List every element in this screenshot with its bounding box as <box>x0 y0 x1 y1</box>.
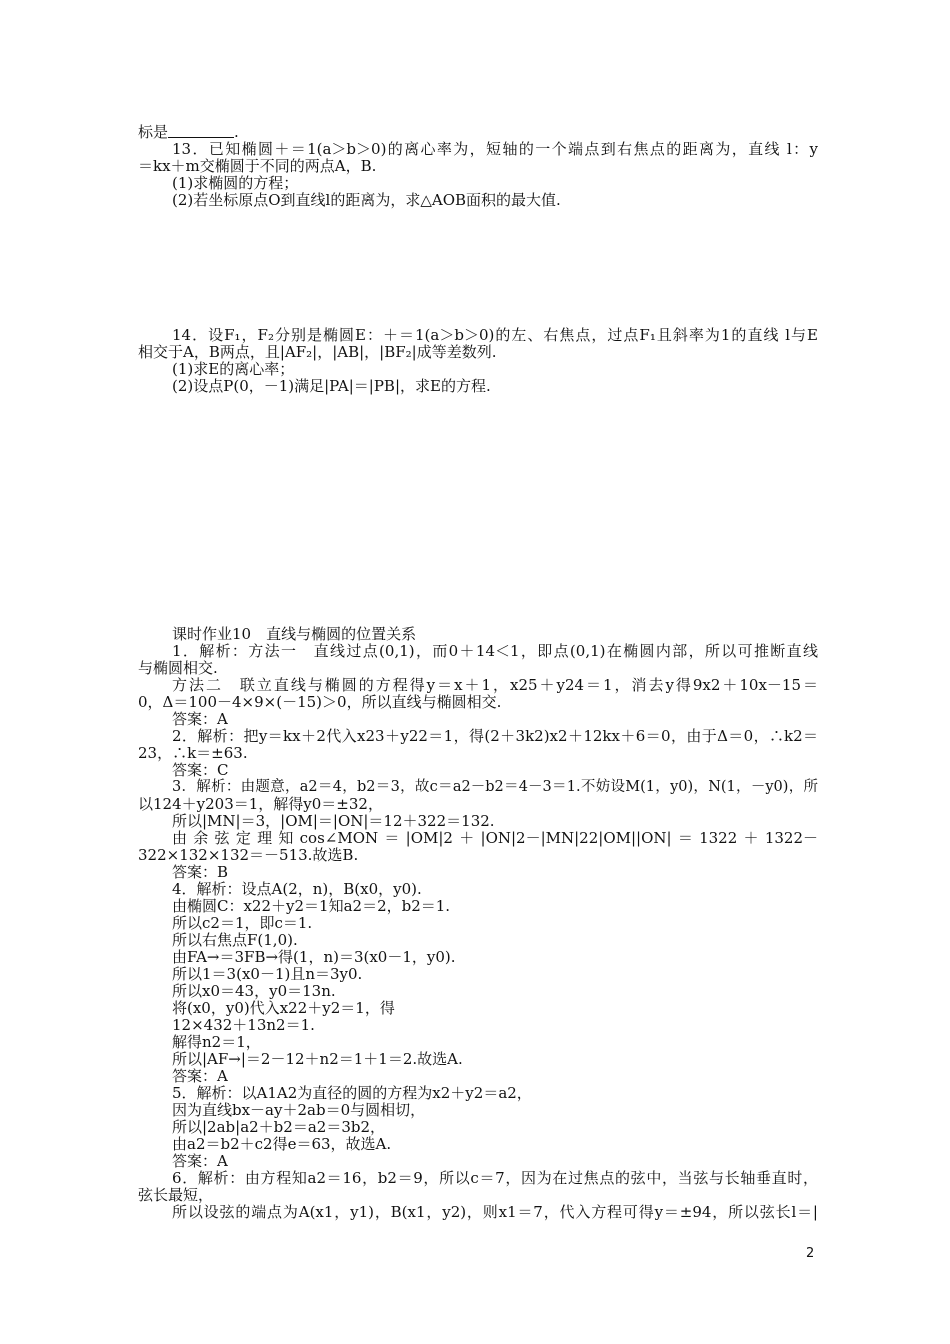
answer-line: 3．解析：由题意，a2＝4，b2＝3，故c＝a2－b2＝4－3＝1.不妨设M(1，y0)，N(1，－y0)，所 <box>172 779 818 795</box>
answer-line: 方法二 联立直线与椭圆的方程得y＝x＋1，x25＋y24＝1，消去y得9x2＋10x－15＝ <box>172 676 818 694</box>
page-number: 2 <box>806 1246 815 1261</box>
answer-line: 所以x0＝43，y0＝13n. <box>172 982 336 1000</box>
answer-line: 4．解析：设点A(2，n)，B(x0，y0). <box>172 880 422 898</box>
blank <box>168 124 198 138</box>
answer-line: 所以1＝3(x0－1)且n＝3y0. <box>172 965 363 983</box>
answer-line: 12×432＋13n2＝1. <box>172 1016 315 1034</box>
answer-line: 答案：A <box>172 710 228 728</box>
answer-line: 与椭圆相交. <box>138 659 218 677</box>
answer-line: 由FA→＝3FB→得(1，n)＝3(x0－1，y0). <box>172 948 456 966</box>
q13-line-1: 13．已知椭圆＋＝1(a＞b＞0)的离心率为，短轴的一个端点到右焦点的距离为，直线 l：y <box>172 140 818 158</box>
answer-line: 因为直线bx－ay＋2ab＝0与圆相切， <box>172 1101 426 1119</box>
answer-line: 解得n2＝1， <box>172 1033 261 1051</box>
answer-line: 答案：B <box>172 863 229 881</box>
answer-line: 答案：A <box>172 1152 228 1170</box>
blank <box>198 124 234 138</box>
q12-tail: 标是 . <box>138 123 239 141</box>
answer-line: 6．解析：由方程知a2＝16，b2＝9，所以c＝7，因为在过焦点的弦中，当弦与长轴垂直时， <box>172 1169 818 1187</box>
answer-line: 答案：C <box>172 761 229 779</box>
answer-line: 弦长最短， <box>138 1186 214 1204</box>
q14-part-2: (2)设点P(0，－1)满足|PA|＝|PB|，求E的方程. <box>172 377 491 395</box>
answer-line: 2．解析：把y＝kx＋2代入x23＋y22＝1，得(2＋3k2)x2＋12kx＋6＝0，由于Δ＝0，∴k2＝ <box>172 727 818 745</box>
answer-line: 所以|AF→|＝2－12＋n2＝1＋1＝2.故选A. <box>172 1050 463 1068</box>
answer-line: 所以|2ab|a2＋b2＝a2＝3b2， <box>172 1118 386 1136</box>
q13-line-2: ＝kx＋m交椭圆于不同的两点A，B. <box>138 157 377 175</box>
answer-line: 所以右焦点F(1,0). <box>172 931 298 949</box>
answer-line: 23，∴k＝±63. <box>138 744 248 762</box>
q14-part-1: (1)求E的离心率； <box>172 360 295 378</box>
answer-line: 由椭圆C：x22＋y2＝1知a2＝2，b2＝1. <box>172 897 451 915</box>
answer-line: 由a2＝b2＋c2得e＝63，故选A. <box>172 1135 392 1153</box>
answer-line: 所以|MN|＝3，|OM|＝|ON|＝12＋322＝132. <box>172 812 495 830</box>
answer-line: 答案：A <box>172 1067 228 1085</box>
answer-line: 0，Δ＝100－4×9×(－15)＞0，所以直线与椭圆相交. <box>138 693 502 711</box>
answer-line: 由余弦定理知cos∠MON＝|OM|2＋|ON|2－|MN|22|OM||ON|＝1322＋1322－ <box>172 829 818 847</box>
answer-line: 所以c2＝1，即c＝1. <box>172 914 313 932</box>
answer-line: 1．解析：方法一 直线过点(0,1)，而0＋14＜1，即点(0,1)在椭圆内部，所以可推断直线 <box>172 642 818 660</box>
answers-heading: 课时作业10 直线与椭圆的位置关系 <box>172 625 417 643</box>
q14-line-2: 相交于A，B两点，且|AF₂|，|AB|，|BF₂|成等差数列. <box>138 343 497 361</box>
q13-part-1: (1)求椭圆的方程； <box>172 174 299 192</box>
q14-line-1: 14．设F₁，F₂分别是椭圆E：＋＝1(a＞b＞0)的左、右焦点，过点F₁且斜率为1的直线 l与E <box>172 326 818 344</box>
answer-line: 将(x0，y0)代入x22＋y2＝1，得 <box>172 999 395 1017</box>
q13-part-2: (2)若坐标原点O到直线l的距离为，求△AOB面积的最大值. <box>172 191 561 209</box>
answer-line: 322×132×132＝－513.故选B. <box>138 846 359 864</box>
answer-line: 以124＋y203＝1，解得y0＝±32， <box>138 795 383 813</box>
answer-line: 5．解析：以A1A2为直径的圆的方程为x2＋y2＝a2， <box>172 1084 532 1102</box>
answer-line: 所以设弦的端点为A(x1，y1)，B(x1，y2)，则x1＝7，代入方程可得y＝±94，所以弦长l＝| <box>172 1203 818 1221</box>
